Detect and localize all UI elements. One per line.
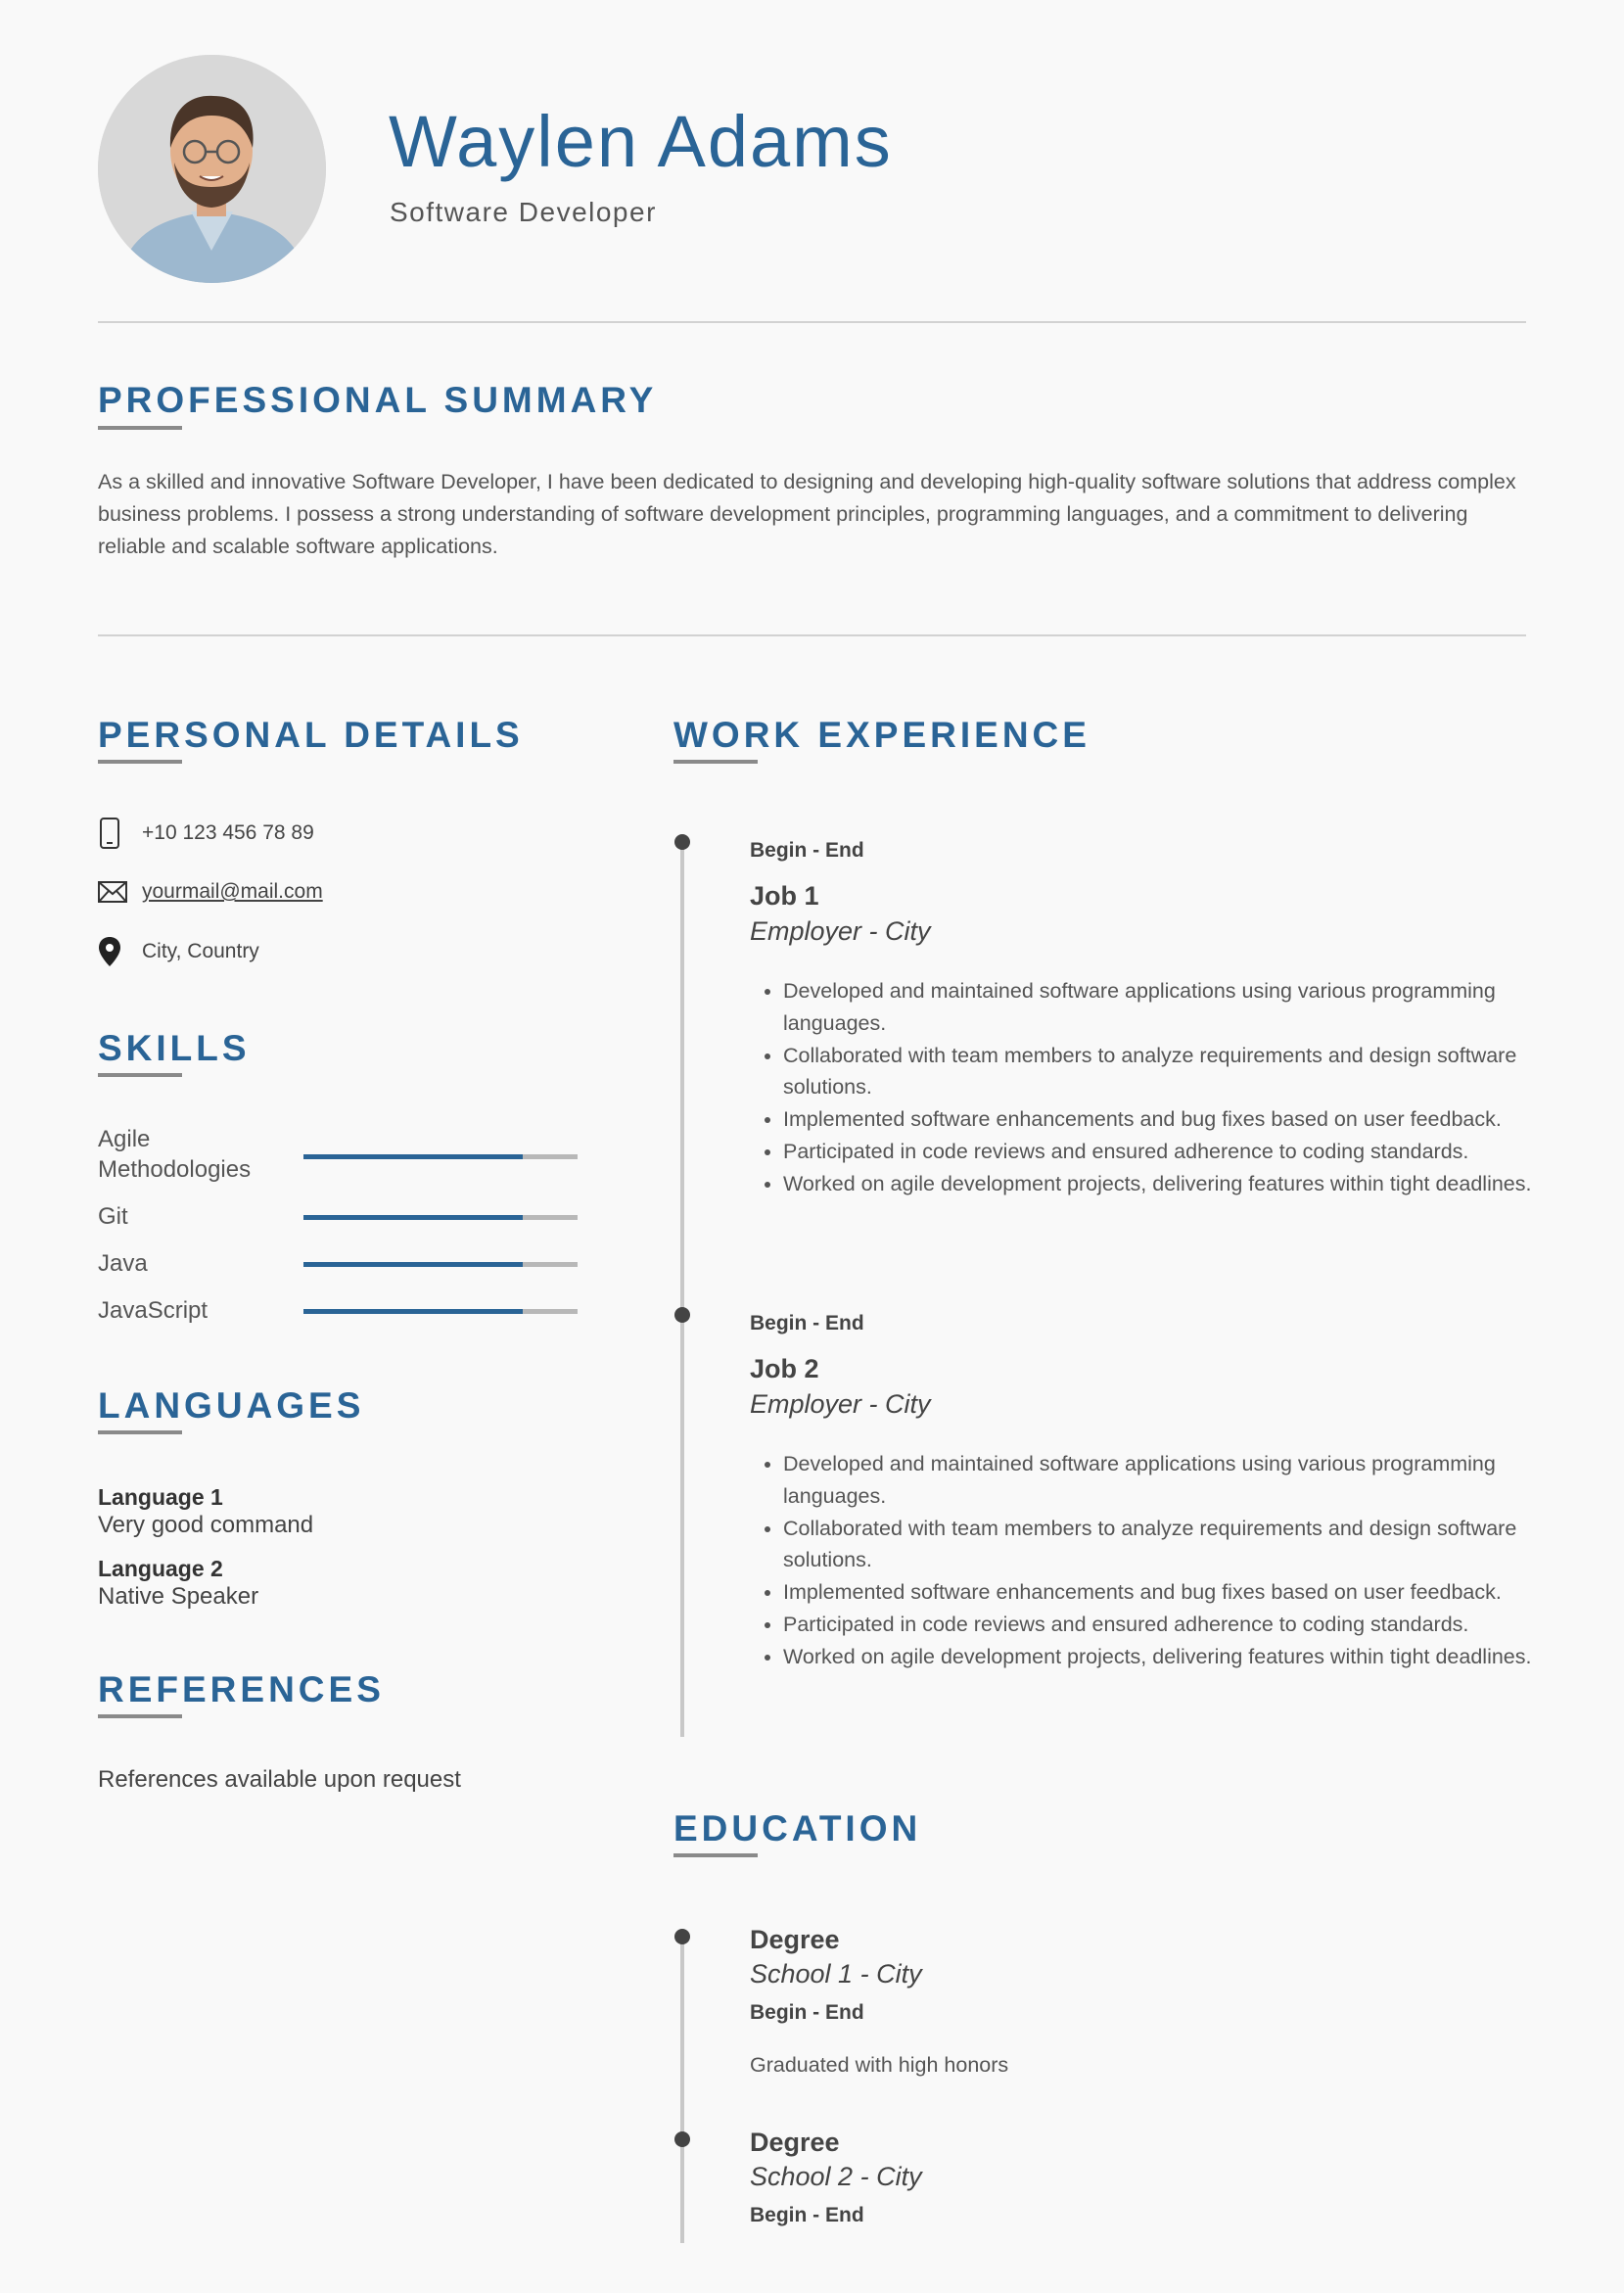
language-name: Language 1 xyxy=(98,1484,223,1510)
skill-level-bar xyxy=(303,1154,578,1159)
summary-heading: PROFESSIONAL SUMMARY xyxy=(98,380,658,420)
work-experience-heading: WORK EXPERIENCE xyxy=(673,715,1090,755)
skill-name: JavaScript xyxy=(98,1297,209,1324)
education-degree: Degree xyxy=(750,2128,840,2157)
skill-name: Java xyxy=(98,1250,148,1277)
job-dates: Begin - End xyxy=(750,1312,864,1334)
job-title: Job 1 xyxy=(750,881,819,911)
summary-text: As a skilled and innovative Software Developer, I have been dedicated to designing and developing high-quality software solutions that address complex business problems. I possess a strong understanding of software development principles, programming languages, and a commitment to delivering reliable and scalable software applications. xyxy=(98,470,1516,558)
location-text: City, Country xyxy=(142,940,259,962)
references-heading: REFERENCES xyxy=(98,1669,385,1709)
language-level: Very good command xyxy=(98,1512,314,1538)
heading-underline xyxy=(98,760,182,764)
phone-icon xyxy=(98,817,131,850)
list-item: • Collaborated with team members to analyze requirements and design software solutions. xyxy=(783,1513,1566,1577)
heading-underline xyxy=(98,426,182,430)
education-dates: Begin - End xyxy=(750,2001,864,2024)
skill-level-fill xyxy=(303,1262,523,1267)
contact-email xyxy=(98,874,323,910)
candidate-role: Software Developer xyxy=(390,197,657,227)
job-employer: Employer - City xyxy=(750,916,931,946)
list-item: • Implemented software enhancements and bug fixes based on user feedback. xyxy=(783,1103,1566,1136)
skill-level-bar xyxy=(303,1215,578,1220)
education-degree: Degree xyxy=(750,1925,840,1954)
heading-underline xyxy=(98,1430,182,1434)
skill-level-bar xyxy=(303,1309,578,1314)
list-item: • Developed and maintained software applications using various programming languages. xyxy=(783,1448,1566,1513)
job-title: Job 2 xyxy=(750,1354,819,1383)
list-item: • Worked on agile development projects, delivering features within tight deadlines. xyxy=(783,1641,1566,1673)
skill-name: Agile Methodologies xyxy=(98,1126,252,1183)
education-timeline-line xyxy=(680,1934,684,2243)
contact-phone xyxy=(98,816,314,851)
education-heading: EDUCATION xyxy=(673,1808,922,1848)
location-pin-icon xyxy=(98,935,131,968)
list-item: • Participated in code reviews and ensured adherence to coding standards. xyxy=(783,1136,1566,1168)
divider xyxy=(98,321,1526,323)
list-item: • Participated in code reviews and ensured adherence to coding standards. xyxy=(783,1609,1566,1641)
timeline-dot xyxy=(674,1307,690,1323)
heading-underline xyxy=(98,1073,182,1077)
skill-level-fill xyxy=(303,1154,523,1159)
skill-name: Git xyxy=(98,1203,128,1230)
skills-heading: SKILLS xyxy=(98,1028,251,1068)
education-school: School 2 - City xyxy=(750,2162,922,2191)
heading-underline xyxy=(673,760,758,764)
personal-details-heading: PERSONAL DETAILS xyxy=(98,715,524,755)
education-school: School 1 - City xyxy=(750,1959,922,1989)
languages-heading: LANGUAGES xyxy=(98,1385,365,1426)
list-item: • Implemented software enhancements and bug fixes based on user feedback. xyxy=(783,1576,1566,1609)
heading-underline xyxy=(673,1853,758,1857)
job-responsibilities xyxy=(750,975,1566,1200)
job-responsibilities xyxy=(750,1448,1566,1673)
education-note: Graduated with high honors xyxy=(750,2053,1009,2077)
profile-photo-illustration xyxy=(98,55,326,283)
list-item: • Developed and maintained software applications using various programming languages. xyxy=(783,975,1566,1040)
skill-level-bar xyxy=(303,1262,578,1267)
skill-level-fill xyxy=(303,1309,523,1314)
work-timeline-line xyxy=(680,842,684,1737)
divider xyxy=(98,634,1526,636)
mail-icon xyxy=(98,875,131,909)
language-level: Native Speaker xyxy=(98,1583,259,1610)
language-name: Language 2 xyxy=(98,1556,223,1581)
phone-number: +10 123 456 78 89 xyxy=(142,821,314,844)
references-text: References available upon request xyxy=(98,1766,461,1793)
list-item: • Worked on agile development projects, delivering features within tight deadlines. xyxy=(783,1168,1566,1200)
candidate-name: Waylen Adams xyxy=(389,101,893,182)
list-item: • Collaborated with team members to analyze requirements and design software solutions. xyxy=(783,1040,1566,1104)
profile-photo xyxy=(98,55,326,283)
contact-location xyxy=(98,934,259,969)
education-dates: Begin - End xyxy=(750,2204,864,2226)
job-employer: Employer - City xyxy=(750,1389,931,1419)
timeline-dot xyxy=(674,2131,690,2147)
email-link[interactable]: yourmail@mail.com xyxy=(142,880,323,903)
job-dates: Begin - End xyxy=(750,839,864,862)
timeline-dot xyxy=(674,1929,690,1944)
heading-underline xyxy=(98,1714,182,1718)
skill-level-fill xyxy=(303,1215,523,1220)
timeline-dot xyxy=(674,834,690,850)
